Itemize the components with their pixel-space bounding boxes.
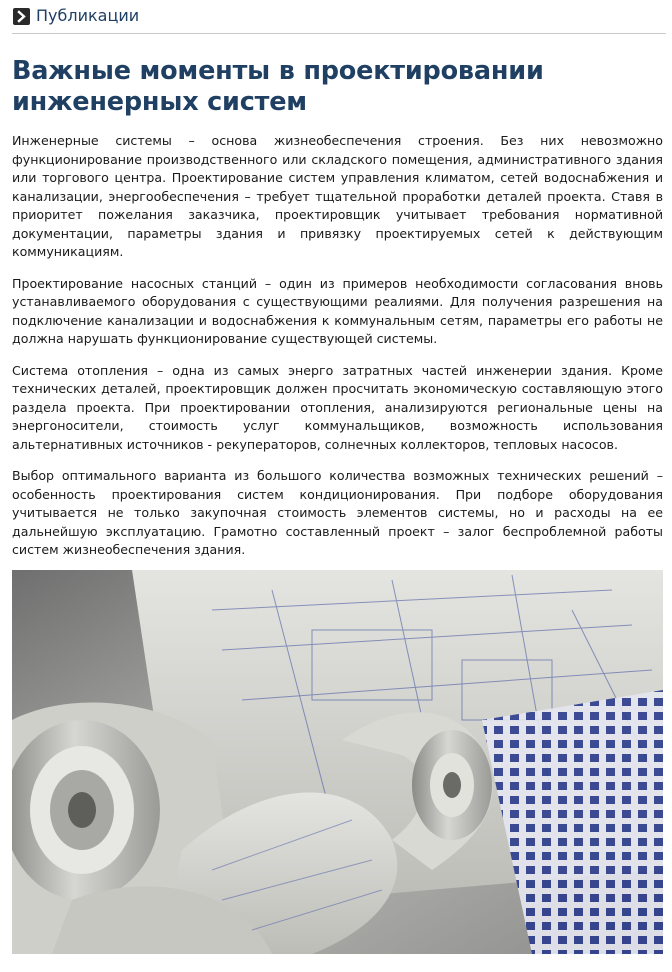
article-paragraph: Инженерные системы – основа жизнеобеспечения строения. Без них невозможно функционирование производственного или складского помещения, административного здания или торгового центра. Проектирование систем управления климатом, сетей водоснабжения и канализации, энергообеспечения – требует тщательной проработки деталей проекта. Ставя в приоритет пожелания заказчика, проектировщик учитывает требования нормативной документации, параметры здания и привязку проектируемых сетей к действующим коммуникациям. bbox=[12, 133, 663, 259]
article-paragraph: Выбор оптимального варианта из большого количества возможных технических решений – особенность проектирования систем кондиционирования. При подборе оборудования учитывается не только закупочная стоимость элементов системы, но и расходы на ее дальнейшую эксплуатацию. Грамотно составленный проект – залог беспроблемной работы систем жизнеобеспечения здания. bbox=[12, 468, 663, 557]
article-body bbox=[12, 132, 663, 573]
article-paragraph: Система отопления – одна из самых энерго затратных частей инженерии здания. Кроме технических деталей, проектировщик должен просчитать экономическую составляющую этого раздела проекта. При проектировании отопления, анализируются региональные цены на энергоносители, стоимость услуг коммунальщиков, возможность использования альтернативных источников - рекуператоров, солнечных коллекторов, тепловых насосов. bbox=[12, 362, 663, 452]
rolled-blueprints-image bbox=[12, 570, 663, 954]
breadcrumb-link-publications[interactable]: Публикации bbox=[36, 6, 140, 25]
article-title: Важные моменты в проектировании инженерных систем bbox=[12, 56, 544, 117]
arrow-right-icon[interactable] bbox=[13, 8, 30, 25]
breadcrumb bbox=[12, 0, 666, 34]
article-paragraph: Проектирование насосных станций – один из примеров необходимости согласования вновь устанавливаемого оборудования с существующими реалиями. Для получения разрешения на подключение канализации и водоснабжения к коммунальным сетям, параметры его работы не должна нарушать функционирование существующей системы. bbox=[12, 275, 663, 346]
